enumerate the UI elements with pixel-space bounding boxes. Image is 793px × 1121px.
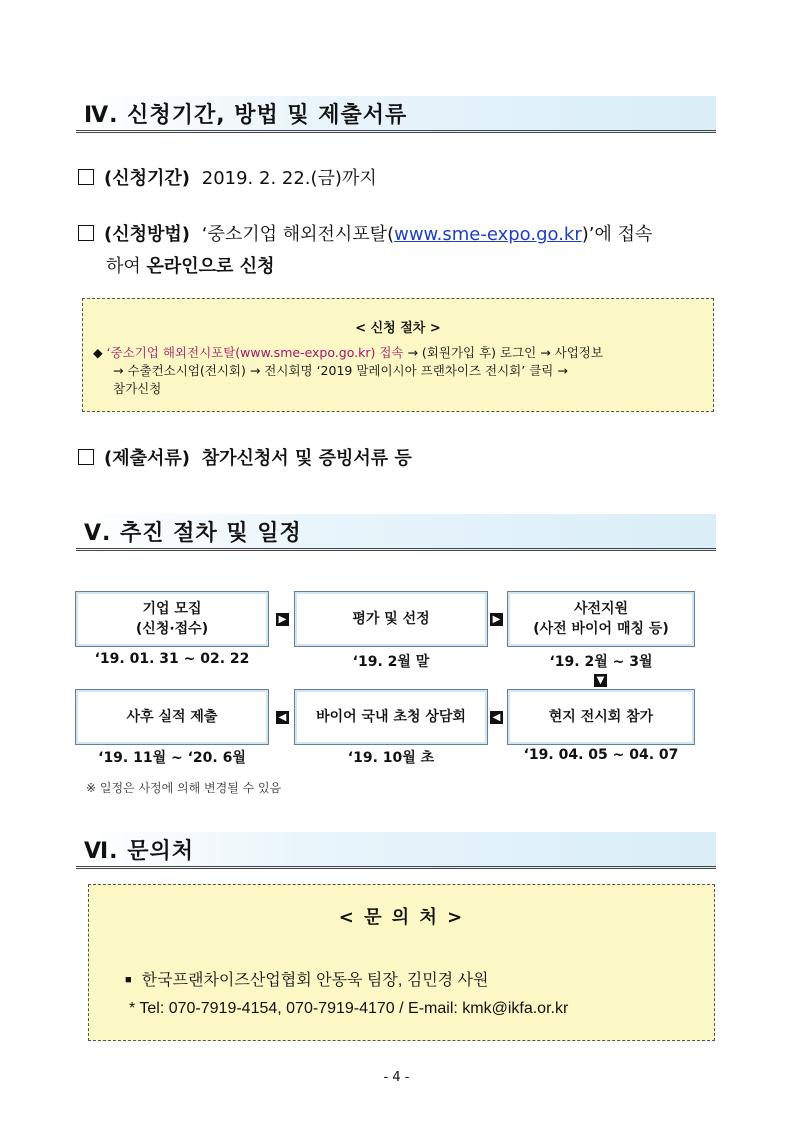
- section-5-title: Ⅴ. 추진 절차 및 일정: [84, 521, 302, 546]
- contact-person-line: [125, 967, 488, 990]
- contact-person: 한국프랜차이즈산업협회 안동욱 팀장, 김민경 사원: [141, 972, 489, 989]
- contact-box: [88, 884, 715, 1041]
- step-buyer-box: [294, 689, 488, 745]
- arrow-right-icon: ▶: [490, 613, 503, 626]
- procedure-line-1: [93, 343, 603, 361]
- period-value: 2019. 2. 22.(금)까지: [201, 168, 377, 189]
- docs-label: (제출서류): [104, 448, 191, 469]
- docs-item: [78, 443, 412, 475]
- period-item: [78, 163, 377, 195]
- arrow-right-icon: ▶: [276, 613, 289, 626]
- section-4-header: [76, 96, 716, 133]
- procedure-line-2: → 수출컨소시엄(전시회) → 전시회명 ‘2019 말레이시아 프랜차이즈 전시회’ 클릭 →: [113, 363, 568, 378]
- section-5-header: [76, 514, 716, 551]
- procedure-title: < 신청 절차 >: [355, 321, 441, 336]
- arrow-down-icon: ▼: [594, 674, 607, 687]
- step-exhibit-date: ‘19. 04. 05 ~ 04. 07: [523, 747, 679, 763]
- contact-info: * Tel: 070-7919-4154, 070-7919-4170 / E-mail: kmk@ikfa.or.kr: [129, 1000, 569, 1017]
- checkbox-icon: [78, 225, 94, 241]
- procedure-box: [82, 298, 714, 412]
- method-url-link[interactable]: www.sme-expo.go.kr: [394, 224, 582, 245]
- section-6-header: [76, 832, 716, 869]
- step-presupport-box: [507, 591, 695, 647]
- arrow-left-icon: ◀: [490, 711, 503, 724]
- step-recruit-box: [75, 591, 269, 647]
- method-item: [78, 219, 652, 251]
- step-presupport-line2: (사전 바이어 매칭 등): [533, 621, 669, 637]
- arrow-left-icon: ◀: [276, 711, 289, 724]
- section-6-title: Ⅵ. 문의처: [84, 839, 194, 864]
- step-evaluate-box: [294, 591, 488, 647]
- step-presupport-date: ‘19. 2월 ~ 3월: [549, 654, 653, 670]
- contact-title: < 문 의 처 >: [338, 907, 465, 928]
- method-post: )’에 접속: [581, 224, 653, 245]
- step-buyer-date: ‘19. 10월 초: [347, 750, 435, 766]
- schedule-note: ※ 일정은 사정에 의해 변경될 수 있음: [86, 781, 282, 795]
- method-line2-pre: 하여: [106, 256, 147, 277]
- method-pre: ‘중소기업 해외전시포탈(: [201, 224, 395, 245]
- method-item-line2: [106, 251, 274, 283]
- step-report-line1: 사후 실적 제출: [126, 709, 218, 725]
- diamond-bullet-icon: ◆: [93, 345, 103, 360]
- step-report-date: ‘19. 11월 ~ ‘20. 6월: [98, 750, 246, 766]
- procedure-line-1-rest: → (회원가입 후) 로그인 → 사업정보: [403, 345, 603, 360]
- method-label: (신청방법): [104, 224, 191, 245]
- checkbox-icon: [78, 169, 94, 185]
- docs-value: 참가신청서 및 증빙서류 등: [201, 448, 412, 469]
- section-4-title: Ⅳ. 신청기간, 방법 및 제출서류: [84, 103, 408, 128]
- checkbox-icon: [78, 449, 94, 465]
- step-exhibit-line1: 현지 전시회 참가: [548, 709, 654, 725]
- procedure-portal-text: ‘중소기업 해외전시포탈(www.sme-expo.go.kr) 접속: [106, 345, 404, 360]
- step-evaluate-line1: 평가 및 선정: [352, 611, 430, 627]
- step-exhibit-box: [507, 689, 695, 745]
- step-buyer-line1: 바이어 국내 초청 상담회: [316, 709, 466, 725]
- step-recruit-line1: 기업 모집: [142, 601, 202, 617]
- step-presupport-line1: 사전지원: [573, 601, 629, 617]
- step-report-box: [75, 689, 269, 745]
- square-bullet-icon: ■: [125, 974, 132, 986]
- procedure-line-3: 참가신청: [113, 381, 162, 396]
- step-recruit-line2: (신청·접수): [135, 621, 209, 637]
- step-evaluate-date: ‘19. 2월 말: [352, 654, 430, 670]
- period-label: (신청기간): [104, 168, 191, 189]
- step-recruit-date: ‘19. 01. 31 ~ 02. 22: [94, 651, 250, 667]
- method-line2-bold: 온라인으로 신청: [146, 256, 275, 277]
- page-number: - 4 -: [383, 1070, 410, 1085]
